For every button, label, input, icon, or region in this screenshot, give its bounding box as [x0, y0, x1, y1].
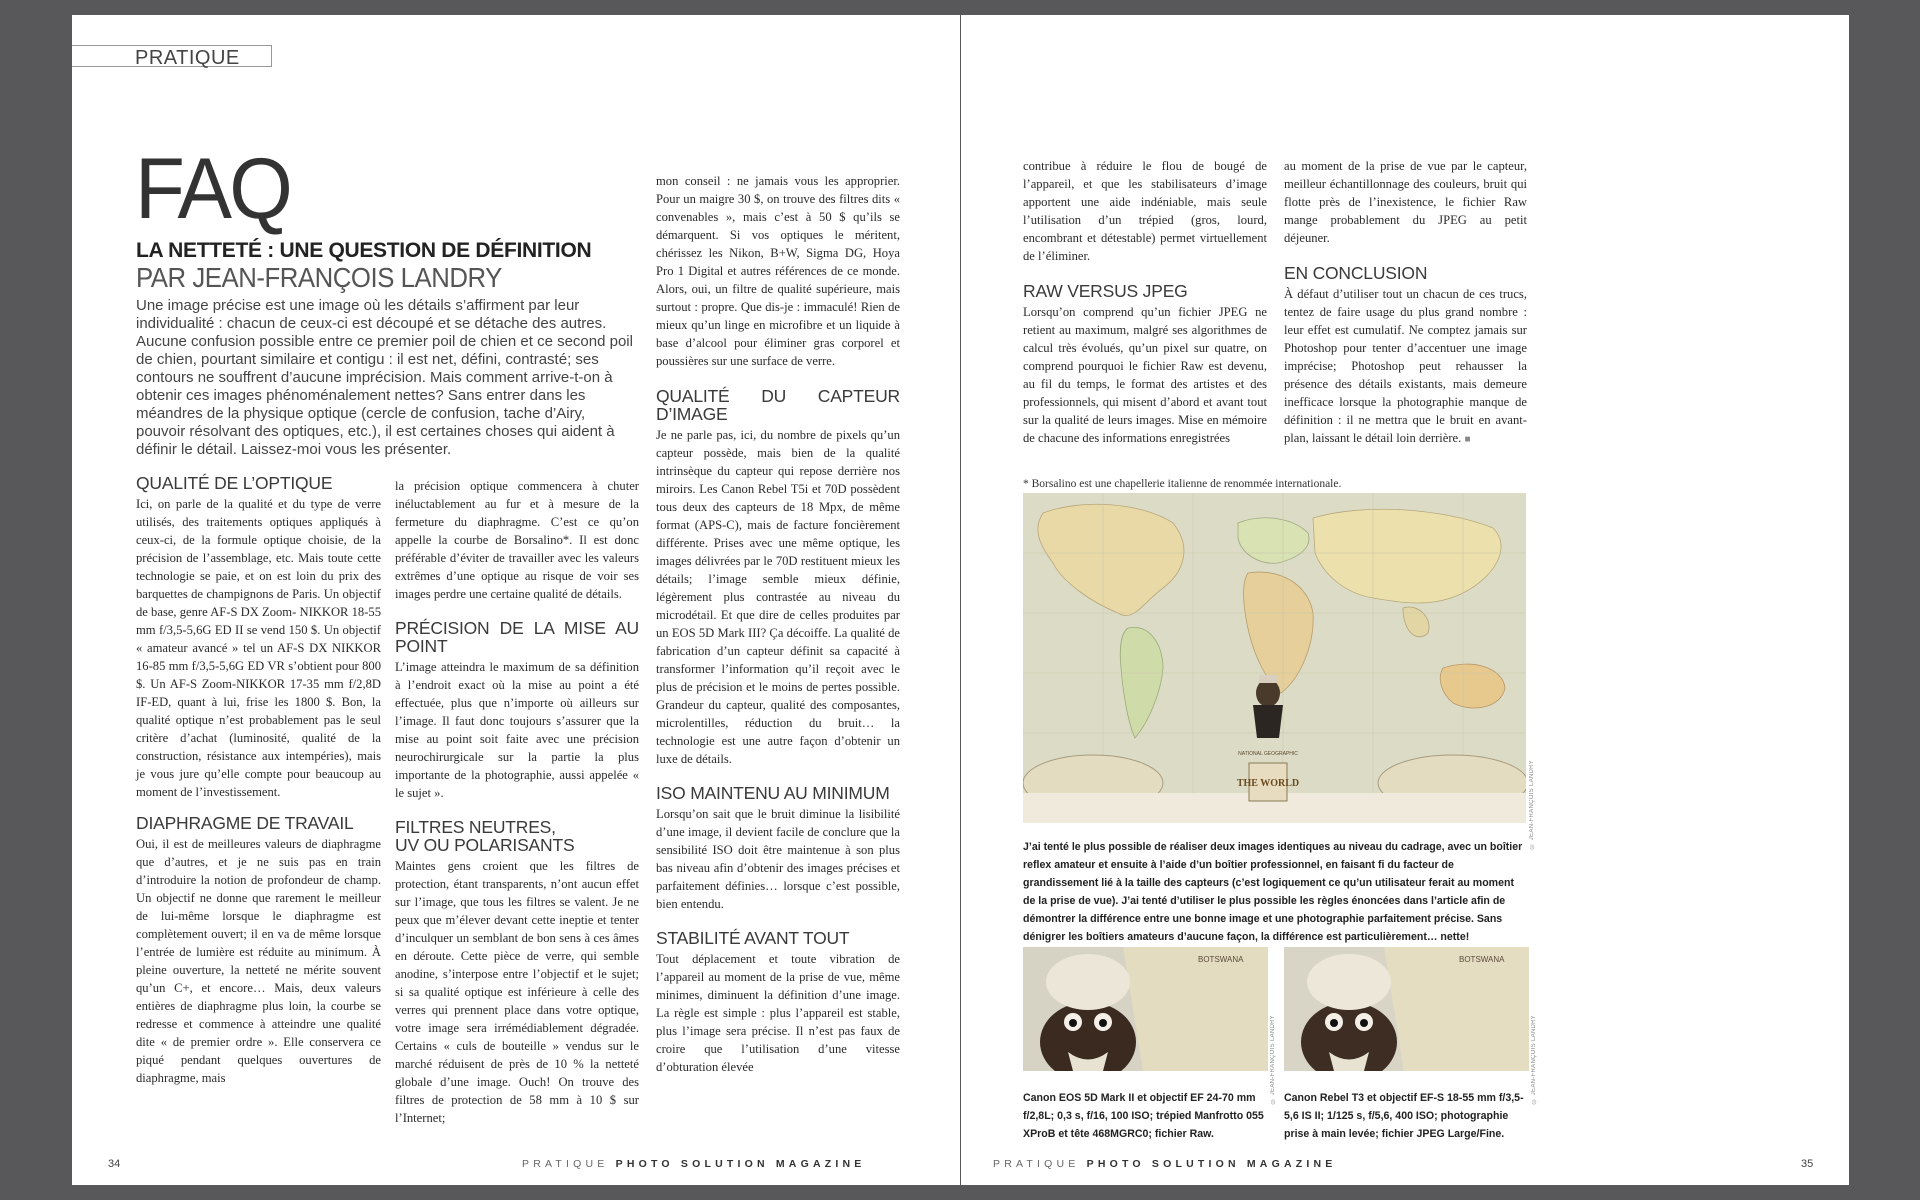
footnote: * Borsalino est une chapellerie italienne de renommée internationale.: [1023, 478, 1342, 490]
heading-filtres-1: FILTRES NEUTRES,: [395, 817, 556, 837]
page-left: [72, 15, 960, 1185]
text-raw: Lorsqu’on comprend qu’un fichier JPEG ne retient au maximum, malgré ses algorithmes de calcul très évolués, qu’un pixel sur quatre, on comprend pourquoi le fichier Raw est devenu, au fil du temps, le format des artistes et des professionnels, qui misent d’abord et avant tout sur la qualité de leurs images. Mise en mémoire de chacune des informations enregistrées: [1023, 305, 1267, 445]
heading-diaphragme: DIAPHRAGME DE TRAVAIL: [136, 813, 354, 833]
article-subtitle: LA NETTETÉ : UNE QUESTION DE DÉFINITION: [136, 239, 592, 262]
map-label-the-world: THE WORLD: [1236, 778, 1300, 789]
comparison-photo-rebel: [1284, 947, 1529, 1071]
footer-magazine: PHOTO SOLUTION MAGAZINE: [615, 1158, 866, 1170]
page-number-right: 35: [1801, 1158, 1814, 1170]
page-number-left: 34: [108, 1158, 121, 1170]
column-1: [136, 474, 381, 1087]
text-mise-au-point: L’image atteindra le maximum de sa définition à l’endroit exact où la mise au point a été effectuée, plus que n’importe où ailleurs sur l’image. Il faut donc toujours s’assurer que la mise au point soit faite avec une précision neurochirurgicale sur la partie la plus importante de la photographie, aussi appelée « le sujet ».: [395, 660, 639, 800]
photo-credit-map: © JEAN-FRANÇOIS LANDRY: [1529, 760, 1535, 849]
column-3: [656, 172, 900, 1076]
column-5: [1284, 157, 1527, 449]
mini-label-right: BOTSWANA: [1459, 955, 1505, 964]
text-conclusion: [1284, 285, 1527, 449]
caption-5d: Canon EOS 5D Mark II et objectif EF 24-70 mm f/2,8L; 0,3 s, f/16, 100 ISO; trépied Manfrotto 055 XProB et tête 468MGRC0; fichier Raw.: [1023, 1092, 1264, 1140]
footer-rubric-right: PRATIQUE: [993, 1158, 1080, 1170]
map-caption: J’ai tenté le plus possible de réaliser deux images identiques au niveau du cadrage, avec un boîtier reflex amateur et ensuite à l’aide d’un boîtier professionnel, en faisant fi du facteur de grandissement lié à la taille des capteurs (c’est logiquement ce qu’un utilisateur ferait au moment de la prise de vue). J’ai tenté d’utiliser le plus possible les règles énoncées dans l’article afin de démontrer la différence entre une bonne image et une photographie parfaitement précise. Sans dénigrer les boîtiers amateurs d’aucune façon, la différence est particulièrement… nette!: [1023, 841, 1523, 943]
heading-optique: QUALITÉ DE L’OPTIQUE: [136, 473, 333, 493]
text-stabilite: Tout déplacement et toute vibration de l’appareil au moment de la prise de vue, même minimes, diminuent la définition d’une image. La règle est simple : plus l’appareil est stable, plus l’image sera précise. Il n’est pas faux de croire que l’utilisation d’une vitesse d’obturation élevée: [656, 952, 900, 1074]
text-capteur: Je ne parle pas, ici, du nombre de pixels qu’un capteur possède, mais bien de la qualité intrinsèque du capteur qui repose derrière nos miroirs. Les Canon Rebel T5i et 70D possèdent tous deux des capteurs de 18 Mpx, de même format (APS-C), mais de facture foncièrement différente. Prises avec une même optique, les images délivrées par le 70D restituent mieux les détails; l’image semble mieux définie, légèrement plus contrastée au niveau du microdétail. Et que dire de celles produites par un EOS 5D Mark III? Ça décoiffe. La qualité de fabrication d’un capteur définit sa capacité à transformer l’information qu’il reçoit avec le plus de précision et le moins de pertes possible. Grandeur du capteur, qualité des composantes, microlentilles, réduction du bruit… la technologie est une autre façon d’obtenir un luxe de détails.: [656, 428, 900, 766]
comparison-photo-5d: [1023, 947, 1268, 1071]
world-map-photo: [1023, 493, 1526, 823]
heading-raw: RAW VERSUS JPEG: [1023, 281, 1188, 301]
heading-filtres-2: UV OU POLARISANTS: [395, 835, 575, 855]
heading-conclusion: EN CONCLUSION: [1284, 263, 1428, 283]
caption-rebel: Canon Rebel T3 et objectif EF-S 18-55 mm f/3,5-5,6 IS II; 1/125 s, f/5,6, 400 ISO; photographie prise à main levée; fichier JPEG Large/Fine.: [1284, 1092, 1524, 1140]
photo-credit-left: © JEAN-FRANÇOIS LANDRY: [1270, 1015, 1276, 1104]
footer-right: [993, 1158, 1336, 1170]
section-tab-label: PRATIQUE: [135, 47, 240, 69]
mini-label-left: BOTSWANA: [1198, 955, 1244, 964]
footer-magazine-right: PHOTO SOLUTION MAGAZINE: [1086, 1158, 1337, 1170]
text-raw-continued: au moment de la prise de vue par le capteur, meilleur échantillonnage des couleurs, bruit qui flotte près de l’inexistence, le fichier Raw mange probablement du JPEG au petit déjeuner.: [1284, 159, 1527, 245]
end-mark: ■: [1464, 434, 1471, 445]
article-lede: Une image précise est une image où les détails s’affirment par leur individualité : chacun de ceux-ci est découpé et se détache des autres. Aucune confusion possible entre ce premier poil de chien et ce second poil de chien, pourtant similaire et contigu : il est net, défini, contrasté; ses contours ne souffrent d’aucune imprécision. Mais comment arrive-t-on à obtenir ces images phénoménalement nettes? Sans entrer dans les méandres de la physique optique (cercle de confusion, tache d’Airy, pouvoir résolvant des optiques, etc.), il est certaines choses qui aident à définir le détail. Laissez-moi vous les présenter.: [136, 297, 633, 458]
column-2: [395, 477, 639, 1127]
article-author: PAR JEAN-FRANÇOIS LANDRY: [136, 262, 502, 293]
page-right: [961, 15, 1849, 1185]
text-optique: Ici, on parle de la qualité et du type de verre utilisés, des traitements optiques appliqués à ceux-ci, de la formule optique choisie, de la précision de l’assemblage, etc. Mais toute cette technologie se paie, et on est loin du prix des barquettes de champignons de Paris. Un objectif de base, genre AF-S DX Zoom- NIKKOR 18-55 mm f/3,5-5,6G ED II se vend 150 $. Un objectif « amateur avancé » tel un AF-S DX NIKKOR 16-85 mm f/3,5-5,6G ED VR s’obtient pour 800 $. Un AF-S Zoom-NIKKOR 17-35 mm f/2,8D IF-ED, quant à lui, frise les 1800 $. Bon, la qualité optique n’est probablement pas le seul critère d’achat (luminosité, qualité de la construction, résistance aux intempéries), mais je vous jure qu’elle compte pour beaucoup au moment de l’investissement.: [136, 497, 381, 799]
map-label-national-geographic: NATIONAL GEOGRAPHIC: [1238, 751, 1298, 757]
article-title: FAQ: [135, 141, 290, 237]
text-iso: Lorsqu’on sait que le bruit diminue la lisibilité d’une image, il devient facile de conclure que la sensibilité ISO doit être maintenue à son plus bas niveau afin d’obtenir des images précises et parfaitement définies… lorsque c’est possible, bien entendu.: [656, 807, 900, 911]
photo-credit-right: © JEAN-FRANÇOIS LANDRY: [1531, 1015, 1537, 1104]
footer-left: [522, 1158, 865, 1170]
footer-rubric: PRATIQUE: [522, 1158, 609, 1170]
heading-capteur: QUALITÉ DU CAPTEUR D’IMAGE: [656, 386, 900, 424]
column-4: [1023, 157, 1267, 447]
heading-iso: ISO MAINTENU AU MINIMUM: [656, 783, 890, 803]
section-tab: [72, 45, 272, 67]
text-conclusion-body: À défaut d’utiliser tout un chacun de ces trucs, tentez de faire usage du plus grand nombre : leur effet est cumulatif. Ne comptez jamais sur Photoshop pour tenter d’accentuer une image imprécise; Photoshop peut rehausser la présence des détails existants, mais demeure inefficace lorsque la photographie manque de définition : il ne mettra que le bruit en avant-plan, laissant le détail loin derrière.: [1284, 287, 1527, 445]
heading-stabilite: STABILITÉ AVANT TOUT: [656, 928, 850, 948]
text-filtres-continued: mon conseil : ne jamais vous les approprier. Pour un maigre 30 $, on trouve des filtres dits « convenables », mais c’est à 50 $ qu’ils se démarquent. Si vos optiques le méritent, chérissez les Nikon, B+W, Sigma DG, Hoya Pro 1 Digital et autres références de ce monde. Alors, oui, un filtre de qualité supérieure, mais surtout : propre. Que dis-je : immaculé! Rien de mieux qu’un linge en microfibre et un liquide à base d’alcool pour éliminer gras corporel et poussières sur une surface de verre.: [656, 174, 900, 368]
text-stabilite-continued: contribue à réduire le flou de bougé de l’appareil, et que les stabilisateurs d’image apportent une aide indéniable, mais seule l’utilisation d’un trépied (gros, lourd, encombrant et détestable) permet virtuellement de l’éliminer.: [1023, 159, 1267, 263]
text-diaphragme: Oui, il est de meilleures valeurs de diaphragme que d’autres, et je ne suis pas en train d’introduire la notion de profondeur de champ. Un objectif ne donne que rarement le meilleur de lui-même lorsque le diaphragme est complètement ouvert; il en va de même lorsque l’entrée de lumière est réduite au minimum. À pleine ouverture, la netteté ne mérite souvent qu’un C+, et encore… Mais, deux valeurs entières de diaphragme plus loin, la courbe se redresse et commence à atteindre une qualité dite « de premier ordre ». Elle conservera ce piqué pendant quelques ouvertures de diaphragme, mais: [136, 837, 381, 1085]
text-diaphragme-continued: la précision optique commencera à chuter inéluctablement au fur et à mesure de la fermeture du diaphragme. C’est ce qu’on appelle la courbe de Borsalino*. Il est donc préférable d’éviter de travailler avec les valeurs extrêmes d’une optique au risque de voir ses images perdre une certaine qualité de détails.: [395, 479, 639, 601]
text-filtres: Maintes gens croient que les filtres de protection, étant transparents, n’ont aucun effet sur l’image, que tous les filtres se valent. Je ne peux que m’élever devant cette ineptie et tenter d’inculquer un semblant de bon sens à ces âmes en déroute. Cette pièce de verre, qui semble anodine, s’interpose entre l’objectif et le sujet; si sa qualité optique est inférieure à celle des verres qui prennent place dans votre optique, votre image sera irrémédiablement dégradée. Certains « culs de bouteille » vendus sur le marché réduisent de près de 10 % la netteté globale d’une image. Ouch! On trouve des filtres de protection de 58 mm à 10 $ sur l’Internet;: [395, 859, 639, 1125]
heading-mise-au-point: PRÉCISION DE LA MISE AU POINT: [395, 618, 639, 656]
